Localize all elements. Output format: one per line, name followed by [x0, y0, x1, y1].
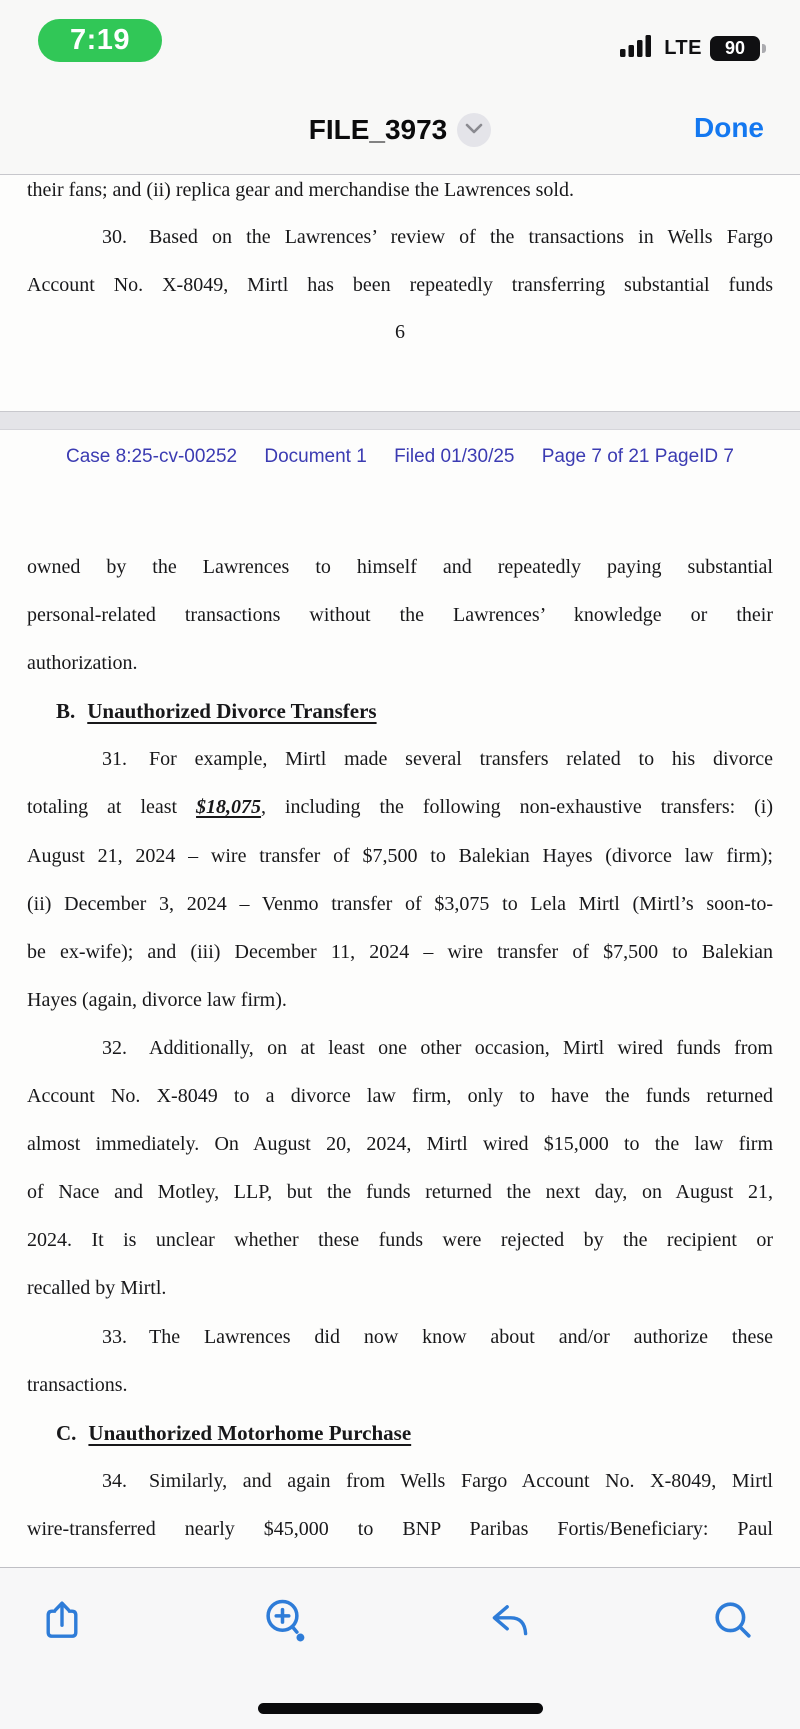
page-number: 6 [395, 320, 405, 343]
document-scroll-area[interactable] [0, 176, 800, 1567]
line-text: , including the following non-exhaustive transfers: (i) [261, 796, 773, 819]
document-line [27, 1313, 773, 1361]
document-line: wire-transferred nearly $45,000 to BNP Paribas Fortis/Beneficiary: Paul [27, 1517, 773, 1540]
document-line: Account No. X-8049 to a divorce law firm, only to have the funds returned [27, 1085, 773, 1108]
paragraph-number: 31. [102, 748, 127, 771]
paragraph-number: 33. [102, 1325, 127, 1348]
section-letter: C. [56, 1420, 77, 1445]
paragraph-text: Additionally, on at least one other occasion, Mirtl wired funds from [149, 1036, 773, 1059]
paragraph-number: 30. [102, 226, 127, 249]
network-type-label: LTE [664, 36, 702, 59]
document-line: authorization. [27, 652, 138, 675]
paragraph-number: 34. [102, 1469, 127, 1492]
section-title: Unauthorized Divorce Transfers [87, 699, 377, 724]
paragraph-text: Similarly, and again from Wells Fargo Account No. X-8049, Mirtl [149, 1469, 773, 1492]
line-text: totaling at least [27, 796, 197, 819]
document-line: owned by the Lawrences to himself and repeatedly paying substantial [27, 556, 773, 578]
battery-indicator [710, 36, 766, 61]
document-line: recalled by Mirtl. [27, 1277, 167, 1300]
section-heading-c [27, 1409, 773, 1457]
battery-percent: 90 [724, 37, 746, 58]
paragraph-number: 32. [102, 1036, 127, 1059]
battery-nub [762, 44, 766, 53]
nav-title-row [0, 106, 800, 154]
stamp-page-info: Page 7 of 21 PageID 7 [541, 446, 734, 467]
document-line: of Nace and Motley, LLP, but the funds returned the next day, on August 21, [27, 1181, 773, 1204]
paragraph-text: The Lawrences did now know about and/or authorize these [149, 1325, 773, 1348]
paragraph-text: For example, Mirtl made several transfers related to his divorce [149, 748, 773, 771]
page-6-text [27, 167, 773, 356]
chevron-down-icon [465, 121, 483, 139]
document-line: Account No. X-8049, Mirtl has been repeatedly transferring substantial funds [27, 273, 773, 296]
stamp-document: Document 1 [264, 446, 367, 467]
share-button[interactable] [34, 1592, 90, 1648]
title-menu-button[interactable] [457, 113, 491, 147]
court-filing-stamp [66, 446, 734, 468]
markup-zoom-button[interactable] [257, 1592, 313, 1648]
document-line: 2024. It is unclear whether these funds were rejected by the recipient or [27, 1229, 773, 1252]
section-heading-b [27, 687, 773, 735]
file-title: FILE_3973 [308, 114, 448, 145]
search-button[interactable] [705, 1592, 761, 1648]
home-indicator[interactable] [258, 1703, 543, 1714]
battery-icon [710, 36, 760, 61]
bottom-toolbar [0, 1567, 800, 1729]
document-line [27, 1024, 773, 1072]
document-line: their fans; and (ii) replica gear and merchandise the Lawrences sold. [27, 179, 574, 201]
section-title: Unauthorized Motorhome Purchase [88, 1420, 412, 1445]
stamp-filed-date: Filed 01/30/25 [394, 446, 515, 467]
page-7-text [27, 543, 773, 1601]
section-letter: B. [56, 699, 76, 724]
markup-zoom-icon [260, 1595, 310, 1645]
signal-bars-icon [620, 33, 656, 63]
status-time-pill[interactable] [38, 19, 162, 62]
document-line [27, 735, 773, 783]
document-line: Hayes (again, divorce law firm). [27, 988, 287, 1011]
reply-icon [486, 1596, 534, 1644]
document-line [27, 214, 773, 261]
document-line: (ii) December 3, 2024 – Venmo transfer of $3,075 to Lela Mirtl (Mirtl’s soon-to- [27, 892, 773, 915]
page-separator [0, 411, 800, 430]
document-line: almost immediately. On August 20, 2024, Mirtl wired $15,000 to the law firm [27, 1133, 773, 1156]
highlighted-amount: $18,075 [196, 796, 262, 819]
document-line [27, 1457, 773, 1505]
search-icon [709, 1596, 757, 1644]
done-button[interactable]: Done [694, 112, 764, 143]
status-time: 7:19 [69, 24, 131, 56]
reply-button[interactable] [482, 1592, 538, 1648]
document-line: transactions. [27, 1373, 128, 1396]
share-icon [38, 1596, 86, 1644]
top-chrome [0, 0, 800, 175]
document-line [27, 783, 773, 831]
stamp-case-number: Case 8:25-cv-00252 [66, 446, 238, 467]
document-line: August 21, 2024 – wire transfer of $7,500 to Balekian Hayes (divorce law firm); [27, 844, 773, 867]
document-line: be ex-wife); and (iii) December 11, 2024 – wire transfer of $7,500 to Balekian [27, 940, 773, 963]
paragraph-text: Based on the Lawrences’ review of the transactions in Wells Fargo [149, 226, 773, 249]
status-right-cluster [620, 33, 766, 63]
document-line: personal-related transactions without the Lawrences’ knowledge or their [27, 604, 773, 627]
